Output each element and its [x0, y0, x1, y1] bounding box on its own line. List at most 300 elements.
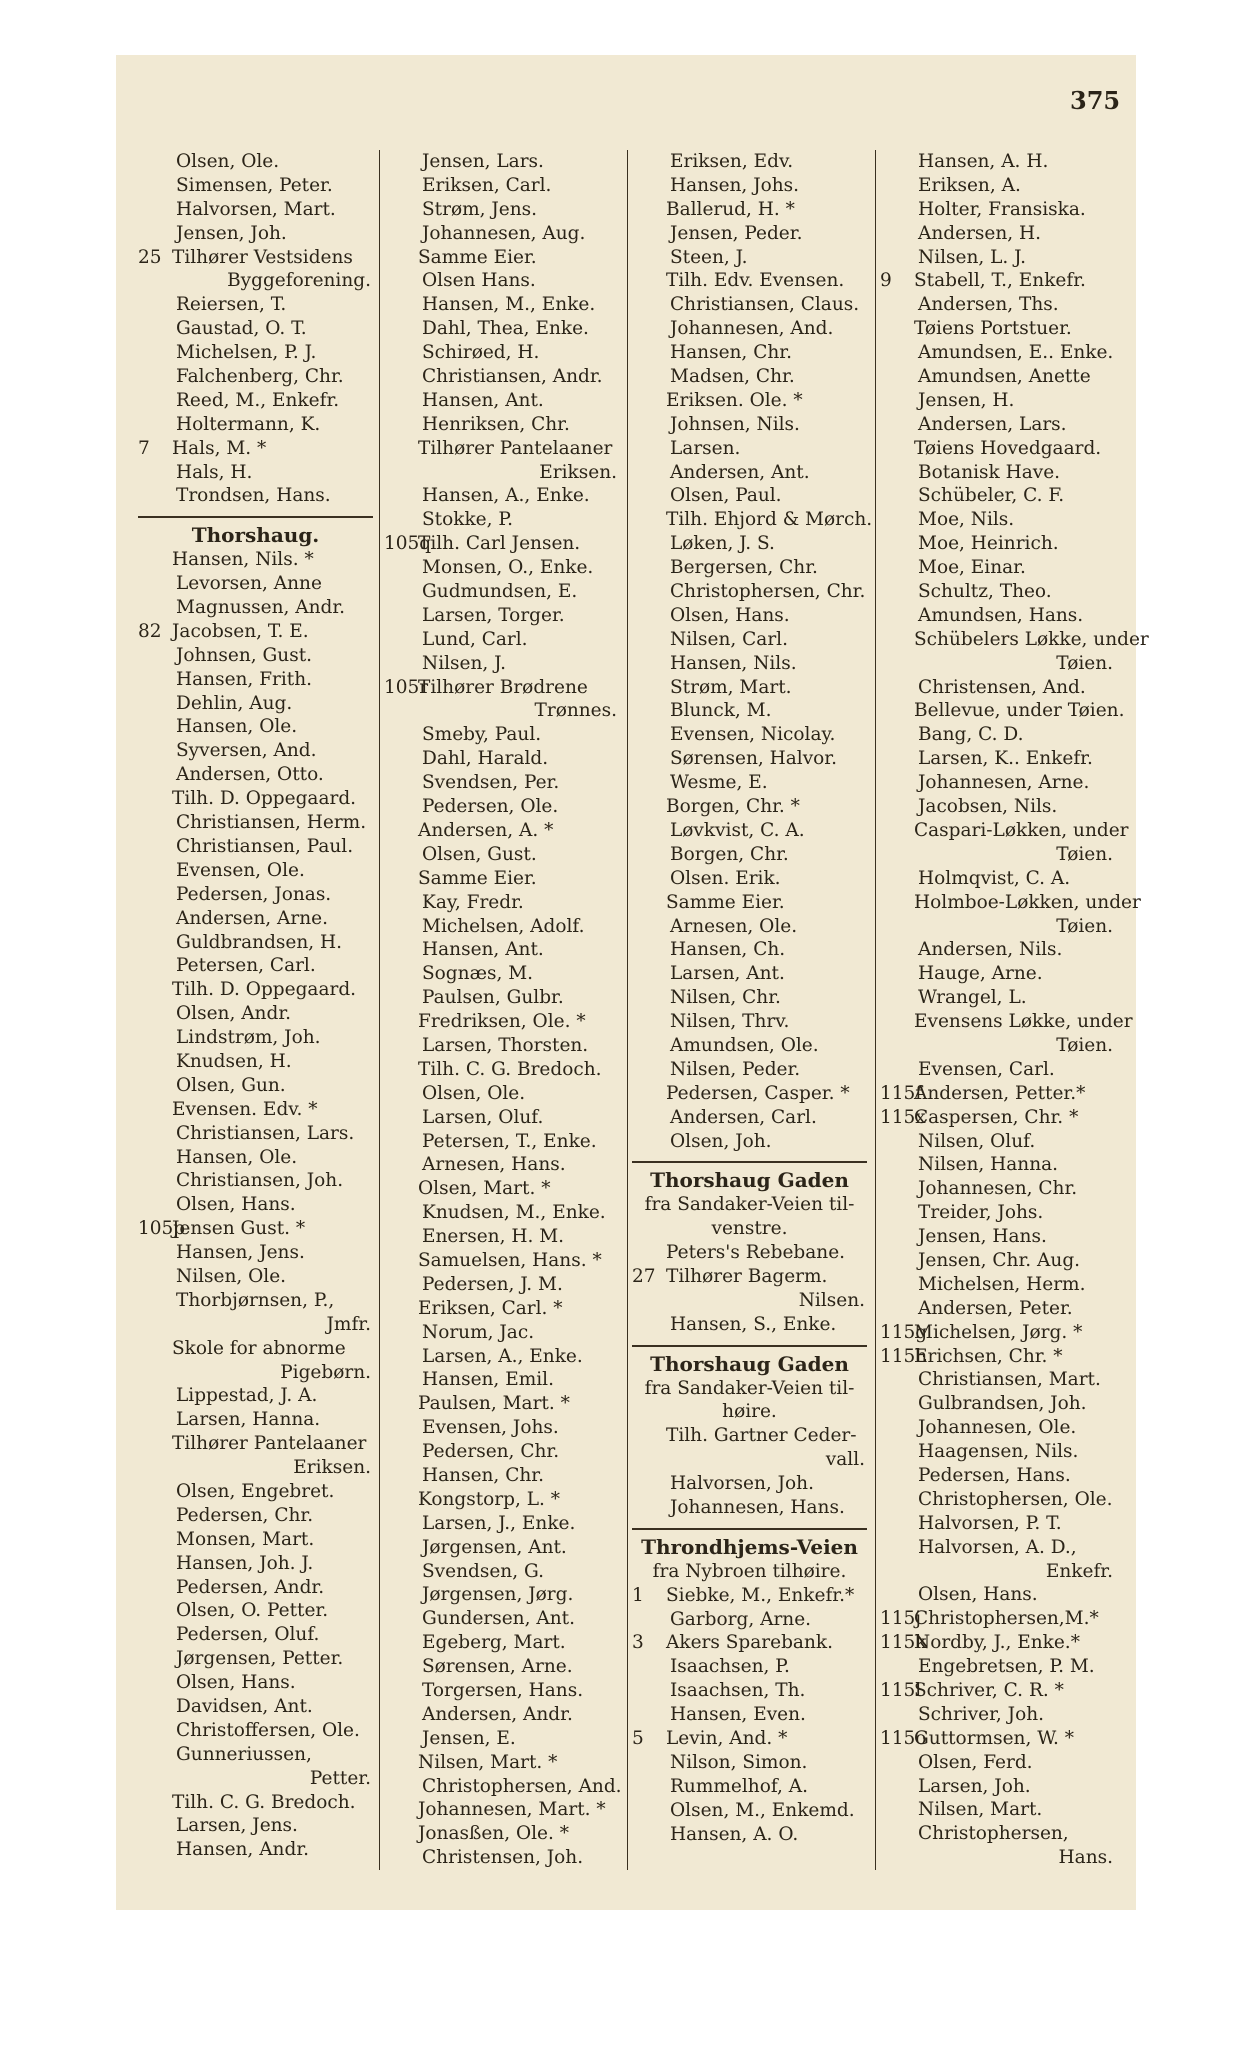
entry-text: Nilsen, Carl.: [670, 628, 788, 650]
directory-entry: [384, 1703, 619, 1727]
entry-text: Tilhører Pantelaaner: [418, 437, 613, 459]
directory-entry: [384, 962, 619, 986]
directory-entry: [138, 907, 373, 931]
entry-text: Olsen, Hans.: [176, 1672, 296, 1694]
entry-text: Amundsen, Ole.: [670, 1034, 819, 1056]
entry-text: Jensen, Peder.: [670, 222, 803, 244]
entry-text: Andersen, Nils.: [918, 939, 1063, 961]
entry-text: Eriksen.: [293, 1457, 371, 1479]
directory-entry: [384, 341, 619, 365]
house-number: 115j: [880, 1608, 922, 1630]
directory-entry: [632, 532, 867, 556]
directory-entry: [632, 150, 867, 174]
directory-entry: [138, 389, 373, 413]
entry-text: Schirøed, H.: [422, 342, 540, 364]
directory-entry: [880, 1106, 1115, 1130]
entry-text: Syversen, And.: [176, 740, 317, 762]
column-4: [880, 150, 1149, 1870]
entry-text: Lindstrøm, Joh.: [176, 1027, 321, 1049]
directory-entry: [138, 413, 373, 437]
directory-entry: [880, 532, 1115, 556]
directory-entry: [632, 1496, 867, 1520]
entry-text: Hansen, Nils.: [670, 652, 797, 674]
entry-text: Evensen, Johs.: [422, 1417, 559, 1439]
entry-text: Johannesen, Chr.: [918, 1178, 1078, 1200]
directory-entry: [384, 1631, 619, 1655]
directory-entry: [880, 150, 1115, 174]
entry-text: Olsen, O. Petter.: [176, 1600, 329, 1622]
directory-entry: [880, 365, 1115, 389]
entry-text: Eriksen, Carl. *: [418, 1297, 563, 1319]
directory-entry: [138, 1599, 373, 1623]
section-subheading: venstre.: [711, 1218, 788, 1240]
directory-entry: [138, 1384, 373, 1408]
directory-entry: [632, 461, 867, 485]
directory-entry: [138, 484, 373, 508]
entry-text: Petersen, Carl.: [176, 955, 316, 977]
directory-entry: [632, 1010, 867, 1034]
directory-entry: [384, 1297, 619, 1321]
entry-text: Tilhører Vestsidens: [172, 246, 353, 268]
directory-entry: [880, 891, 1141, 915]
entry-text: Christiansen, Joh.: [176, 1170, 344, 1192]
directory-entry: [138, 1217, 373, 1241]
entry-text: Petter.: [309, 1767, 371, 1789]
entry-text: Samme Eier.: [418, 246, 537, 268]
directory-entry: [632, 1034, 867, 1058]
entry-text: Nilsen, Thrv.: [670, 1011, 790, 1033]
house-number: 3: [632, 1632, 644, 1654]
entry-text: Schübeler, C. F.: [918, 485, 1065, 507]
entry-text: Olsen, Hans.: [918, 1584, 1038, 1606]
directory-entry: [880, 1034, 1115, 1058]
entry-text: Gunneriussen,: [176, 1743, 312, 1765]
directory-entry: [138, 811, 373, 835]
entry-text: Andersen, H.: [918, 222, 1042, 244]
directory-entry: [632, 580, 867, 604]
directory-entry: [880, 1201, 1115, 1225]
entry-text: Evensen, Nicolay.: [670, 724, 836, 746]
directory-entry: [138, 1552, 373, 1576]
directory-entry: [880, 628, 1149, 652]
house-number: 115o: [880, 1727, 927, 1749]
entry-text: Gundersen, Ant.: [422, 1608, 575, 1630]
directory-entry: [384, 938, 619, 962]
directory-entry: [632, 891, 867, 915]
entry-text: Erichsen, Chr. *: [914, 1345, 1063, 1367]
directory-entry: [880, 1416, 1115, 1440]
entry-text: Larsen, Oluf.: [422, 1106, 544, 1128]
entry-text: Johannesen, Ole.: [918, 1417, 1077, 1439]
entry-text: Madsen, Chr.: [670, 366, 795, 388]
directory-entry: [880, 652, 1115, 676]
entry-text: Larsen, K.. Enkefr.: [918, 748, 1093, 770]
directory-entry: [384, 843, 619, 867]
directory-entry: [880, 461, 1115, 485]
entry-text: Dahl, Thea, Enke.: [422, 318, 589, 340]
entry-text: Svendsen, G.: [422, 1560, 544, 1582]
directory-entry: [138, 954, 373, 978]
directory-entry: [384, 556, 619, 580]
entry-text: Christophersen, Chr.: [670, 581, 866, 603]
directory-entry: [632, 317, 867, 341]
entry-text: Amundsen, Anette: [918, 366, 1091, 388]
directory-entry: [384, 198, 619, 222]
entry-text: Moe, Nils.: [918, 509, 1015, 531]
directory-entry: [138, 1050, 373, 1074]
entry-text: Hansen, Frith.: [176, 668, 313, 690]
entry-text: Tilhører Brødrene: [418, 676, 588, 698]
entry-text: Andersen, Carl.: [670, 1106, 817, 1128]
directory-entry: [384, 1082, 619, 1106]
entry-text: Jonasßen, Ole. *: [418, 1823, 570, 1845]
directory-entry: [138, 1647, 373, 1671]
directory-entry: [880, 1392, 1115, 1416]
directory-entry: [138, 1838, 373, 1862]
entry-text: Jacobsen, Nils.: [918, 796, 1058, 818]
entry-text: Jensen, E.: [422, 1727, 516, 1749]
entry-text: Andersen, Otto.: [176, 764, 324, 786]
directory-entry: [384, 1010, 619, 1034]
directory-entry: [384, 1321, 619, 1345]
entry-text: Olsen, Engebret.: [176, 1480, 335, 1502]
entry-text: Hans.: [1058, 1847, 1113, 1869]
directory-entry: [138, 1361, 373, 1385]
entry-text: Andersen, Ths.: [918, 294, 1059, 316]
entry-text: Olsen, Gun.: [176, 1074, 286, 1096]
entry-text: Hauge, Arne.: [918, 963, 1043, 985]
house-number: 115g: [880, 1321, 928, 1343]
entry-text: Løvkvist, C. A.: [670, 819, 805, 841]
directory-entry: [880, 747, 1115, 771]
directory-entry: [384, 915, 619, 939]
entry-text: Olsen Hans.: [422, 270, 536, 292]
entry-text: Schriver, C. R. *: [914, 1680, 1064, 1701]
house-number: 115h: [880, 1345, 928, 1367]
directory-entry: [880, 1703, 1115, 1727]
entry-text: Nilsen, J.: [422, 652, 506, 674]
directory-entry: [138, 1002, 373, 1026]
entry-text: Olsen, Ferd.: [918, 1751, 1033, 1773]
entry-text: Bergersen, Chr.: [670, 557, 818, 579]
entry-text: Tøiens Hovedgaard.: [914, 437, 1102, 459]
directory-entry: [138, 1767, 373, 1791]
entry-text: Knudsen, M., Enke.: [422, 1202, 606, 1224]
directory-entry: [138, 150, 373, 174]
entry-text: Nilsen, Oluf.: [918, 1130, 1036, 1152]
entry-text: Monsen, Mart.: [176, 1528, 315, 1550]
directory-entry: [880, 174, 1115, 198]
directory-entry: [880, 819, 1129, 843]
directory-entry: [138, 1576, 373, 1600]
entry-text: Olsen, Hans.: [176, 1194, 296, 1216]
entry-text: Hansen, Ant.: [422, 939, 544, 961]
directory-entry: [384, 795, 619, 819]
section-divider: [632, 1337, 867, 1353]
entry-text: Jensen, Joh.: [176, 222, 287, 244]
entry-text: Christophersen,: [918, 1823, 1069, 1845]
entry-text: Løken, J. S.: [670, 533, 775, 555]
entry-text: Hansen, Andr.: [176, 1839, 310, 1861]
entry-text: Nilsen.: [798, 1289, 865, 1311]
entry-text: Johnsen, Nils.: [670, 413, 800, 435]
entry-text: Reed, M., Enkefr.: [176, 389, 340, 411]
entry-text: Steen, J.: [670, 246, 748, 268]
entry-text: Lippestad, J. A.: [176, 1385, 318, 1407]
directory-entry: [138, 1289, 373, 1313]
directory-entry: [632, 341, 867, 365]
entry-text: Enersen, H. M.: [422, 1226, 565, 1248]
directory-entry: [880, 246, 1115, 270]
entry-text: Schriver, Joh.: [918, 1703, 1045, 1725]
directory-entry: [384, 1488, 619, 1512]
entry-text: Nilsen, Chr.: [670, 987, 781, 1009]
entry-text: Pedersen, Jonas.: [176, 883, 332, 905]
entry-text: Nilson, Simon.: [670, 1751, 808, 1773]
directory-entry: [384, 699, 619, 723]
entry-text: Hansen, Emil.: [422, 1369, 554, 1391]
entry-text: Pedersen, Ole.: [422, 796, 559, 818]
directory-entry: [880, 1727, 1115, 1751]
directory-entry: [880, 222, 1115, 246]
entry-text: Johnsen, Gust.: [176, 644, 313, 666]
directory-entry: [632, 723, 867, 747]
directory-entry: [632, 1130, 867, 1154]
directory-entry: [632, 915, 867, 939]
entry-text: Amundsen, E.. Enke.: [918, 342, 1114, 364]
directory-entry: [880, 1249, 1115, 1273]
entry-text: Christophersen, And.: [422, 1775, 622, 1797]
directory-entry: [632, 986, 867, 1010]
entry-text: Levorsen, Anne: [176, 573, 322, 595]
directory-entry: [880, 1655, 1115, 1679]
directory-entry: [138, 1528, 373, 1552]
section-divider: [138, 508, 373, 524]
directory-entry: [632, 747, 867, 771]
entry-text: Johannesen, And.: [670, 318, 834, 340]
directory-entry: [632, 365, 867, 389]
directory-entry: [880, 699, 1125, 723]
entry-text: Hansen, Jens.: [176, 1242, 305, 1264]
directory-entry: [138, 1169, 373, 1193]
entry-text: Andersen, Arne.: [176, 907, 328, 929]
directory-entry: [384, 1368, 619, 1392]
entry-text: Guttormsen, W. *: [914, 1727, 1074, 1749]
house-number: 115l: [880, 1680, 922, 1701]
directory-entry: [632, 1679, 867, 1703]
directory-entry: [138, 1814, 373, 1838]
entry-text: Christiansen, Mart.: [918, 1369, 1101, 1391]
entry-text: Hansen, A. H.: [918, 151, 1049, 172]
directory-entry: [384, 1560, 619, 1584]
directory-entry: [384, 293, 619, 317]
entry-text: Hansen, A., Enke.: [422, 485, 590, 507]
directory-entry: [632, 1448, 867, 1472]
directory-entry: [384, 246, 619, 270]
directory-entry: [384, 676, 619, 700]
entry-text: Nilsen, Hanna.: [918, 1154, 1059, 1176]
entry-text: Engebretsen, P. M.: [918, 1656, 1095, 1678]
directory-entry: [880, 580, 1115, 604]
directory-entry: [138, 1241, 373, 1265]
entry-text: Evensen, Ole.: [176, 859, 305, 881]
directory-entry: [384, 580, 619, 604]
entry-text: Pigebørn.: [280, 1361, 371, 1383]
entry-text: Jmfr.: [326, 1313, 371, 1335]
directory-entry: [632, 437, 867, 461]
entry-text: Larsen, Joh.: [918, 1775, 1031, 1797]
directory-entry: [384, 1727, 619, 1751]
house-number: 82: [138, 620, 162, 642]
directory-entry: [384, 532, 619, 556]
directory-entry: [384, 1798, 619, 1822]
entry-text: Jensen Gust. *: [172, 1218, 306, 1240]
entry-text: Olsen, Ole.: [176, 151, 280, 172]
directory-entry: [138, 1719, 373, 1743]
directory-entry: [384, 1273, 619, 1297]
entry-text: Tilh. C. G. Bredoch.: [418, 1058, 602, 1080]
entry-text: Lund, Carl.: [422, 628, 528, 650]
entry-text: Caspersen, Chr. *: [914, 1106, 1079, 1128]
entry-text: Tøien.: [1056, 1034, 1113, 1056]
directory-entry: [384, 317, 619, 341]
entry-text: Pedersen, Andr.: [176, 1576, 325, 1598]
entry-text: Torgersen, Hans.: [422, 1680, 584, 1701]
entry-text: Kay, Fredr.: [422, 891, 524, 913]
entry-text: Christophersen,M.*: [914, 1608, 1099, 1630]
entry-text: Siebke, M., Enkefr.*: [666, 1584, 855, 1606]
directory-entry: [880, 1297, 1115, 1321]
entry-text: Arnesen, Ole.: [670, 915, 798, 937]
house-number: 5: [632, 1728, 644, 1749]
directory-entry: [138, 437, 373, 461]
entry-text: Pedersen, Chr.: [176, 1504, 314, 1526]
entry-text: Andersen, Ant.: [670, 461, 810, 483]
directory-entry: [880, 938, 1115, 962]
directory-entry: [880, 1273, 1115, 1297]
entry-text: Hansen, Nils. *: [172, 549, 314, 571]
directory-entry: [632, 1823, 867, 1847]
entry-text: Hals, M. *: [172, 437, 267, 459]
entry-text: Tøiens Portstuer.: [914, 318, 1072, 340]
directory-entry: [384, 508, 619, 532]
directory-entry: [138, 978, 373, 1002]
directory-entry: [880, 1130, 1115, 1154]
entry-text: Jørgensen, Jørg.: [422, 1584, 574, 1606]
section-heading: Thorshaug Gaden: [650, 1351, 849, 1376]
directory-entry: [880, 1010, 1133, 1034]
directory-entry: [632, 484, 867, 508]
entry-text: Guldbrandsen, H.: [176, 931, 343, 953]
directory-entry: [632, 1584, 867, 1608]
entry-text: Knudsen, H.: [176, 1050, 292, 1072]
directory-entry: [138, 835, 373, 859]
entry-text: Dahl, Harald.: [422, 748, 549, 770]
directory-entry: [632, 1289, 867, 1313]
directory-entry: [384, 867, 619, 891]
entry-text: Christophersen, Ole.: [918, 1488, 1113, 1510]
directory-entry: [138, 1313, 373, 1337]
directory-entry: [384, 771, 619, 795]
entry-text: Borgen, Chr.: [670, 843, 789, 865]
entry-text: Peters's Rebebane.: [666, 1242, 846, 1264]
directory-entry: [880, 1560, 1115, 1584]
entry-text: Eriksen.: [539, 461, 617, 483]
entry-text: Holter, Fransiska.: [918, 198, 1086, 220]
directory-entry: [880, 1775, 1115, 1799]
directory-entry: [384, 1679, 619, 1703]
entry-text: Nordby, J., Enke.*: [914, 1632, 1080, 1654]
entry-text: Schübelers Løkke, under: [914, 628, 1149, 650]
directory-entry: [880, 1058, 1115, 1082]
house-number: 9: [880, 270, 892, 292]
directory-entry: [632, 819, 867, 843]
directory-entry: [138, 1408, 373, 1432]
directory-entry: [880, 795, 1115, 819]
entry-text: Sørensen, Halvor.: [670, 748, 837, 770]
entry-text: Byggeforening.: [227, 270, 371, 292]
directory-entry: [138, 1791, 373, 1815]
entry-text: Davidsen, Ant.: [176, 1696, 313, 1717]
directory-entry: [632, 222, 867, 246]
directory-entry: [632, 1241, 867, 1265]
directory-entry: [138, 1743, 373, 1767]
directory-entry: [384, 1416, 619, 1440]
directory-entry: [138, 1026, 373, 1050]
directory-entry: [138, 668, 373, 692]
directory-entry: [384, 1392, 619, 1416]
directory-entry: [384, 1225, 619, 1249]
directory-entry: [880, 1846, 1115, 1870]
directory-entry: [384, 1345, 619, 1369]
directory-entry: [138, 572, 373, 596]
entry-text: Christiansen, Herm.: [176, 812, 367, 834]
entry-text: Nilsen, L. J.: [918, 246, 1027, 268]
entry-text: Larsen, Jens.: [176, 1815, 298, 1837]
entry-text: Moe, Heinrich.: [918, 533, 1059, 555]
entry-text: Nilsen, Ole.: [176, 1265, 287, 1287]
directory-entry: [880, 915, 1115, 939]
entry-text: Larsen, J., Enke.: [422, 1512, 576, 1534]
entry-text: Pedersen, Chr.: [422, 1441, 560, 1463]
directory-entry: [138, 365, 373, 389]
directory-entry: [384, 269, 619, 293]
directory-entry: [632, 1082, 867, 1106]
column-rule: [875, 150, 876, 1870]
directory-entry: [384, 461, 619, 485]
entry-text: Botanisk Have.: [918, 461, 1061, 483]
entry-text: Jensen, Chr. Aug.: [918, 1249, 1081, 1271]
section-heading: Throndhjems-Veien: [641, 1534, 858, 1559]
entry-text: Olsen, Mart. *: [418, 1178, 551, 1200]
entry-text: Borgen, Chr. *: [666, 796, 800, 818]
section-divider: [632, 1153, 867, 1169]
directory-entry: [632, 413, 867, 437]
entry-text: Reiersen, T.: [176, 294, 287, 316]
entry-text: Andersen, Peter.: [918, 1297, 1073, 1319]
directory-entry: [880, 676, 1115, 700]
directory-entry: [138, 174, 373, 198]
directory-entry: [632, 771, 867, 795]
section-subheading: høire.: [722, 1401, 777, 1423]
directory-entry: [384, 1464, 619, 1488]
directory-entry: [138, 620, 373, 644]
directory-entry: [880, 986, 1115, 1010]
entry-text: Tilhører Bagerm.: [666, 1265, 828, 1287]
directory-entry: [138, 341, 373, 365]
entry-text: Olsen, Joh.: [670, 1130, 772, 1152]
house-number: 105p: [138, 1218, 186, 1240]
